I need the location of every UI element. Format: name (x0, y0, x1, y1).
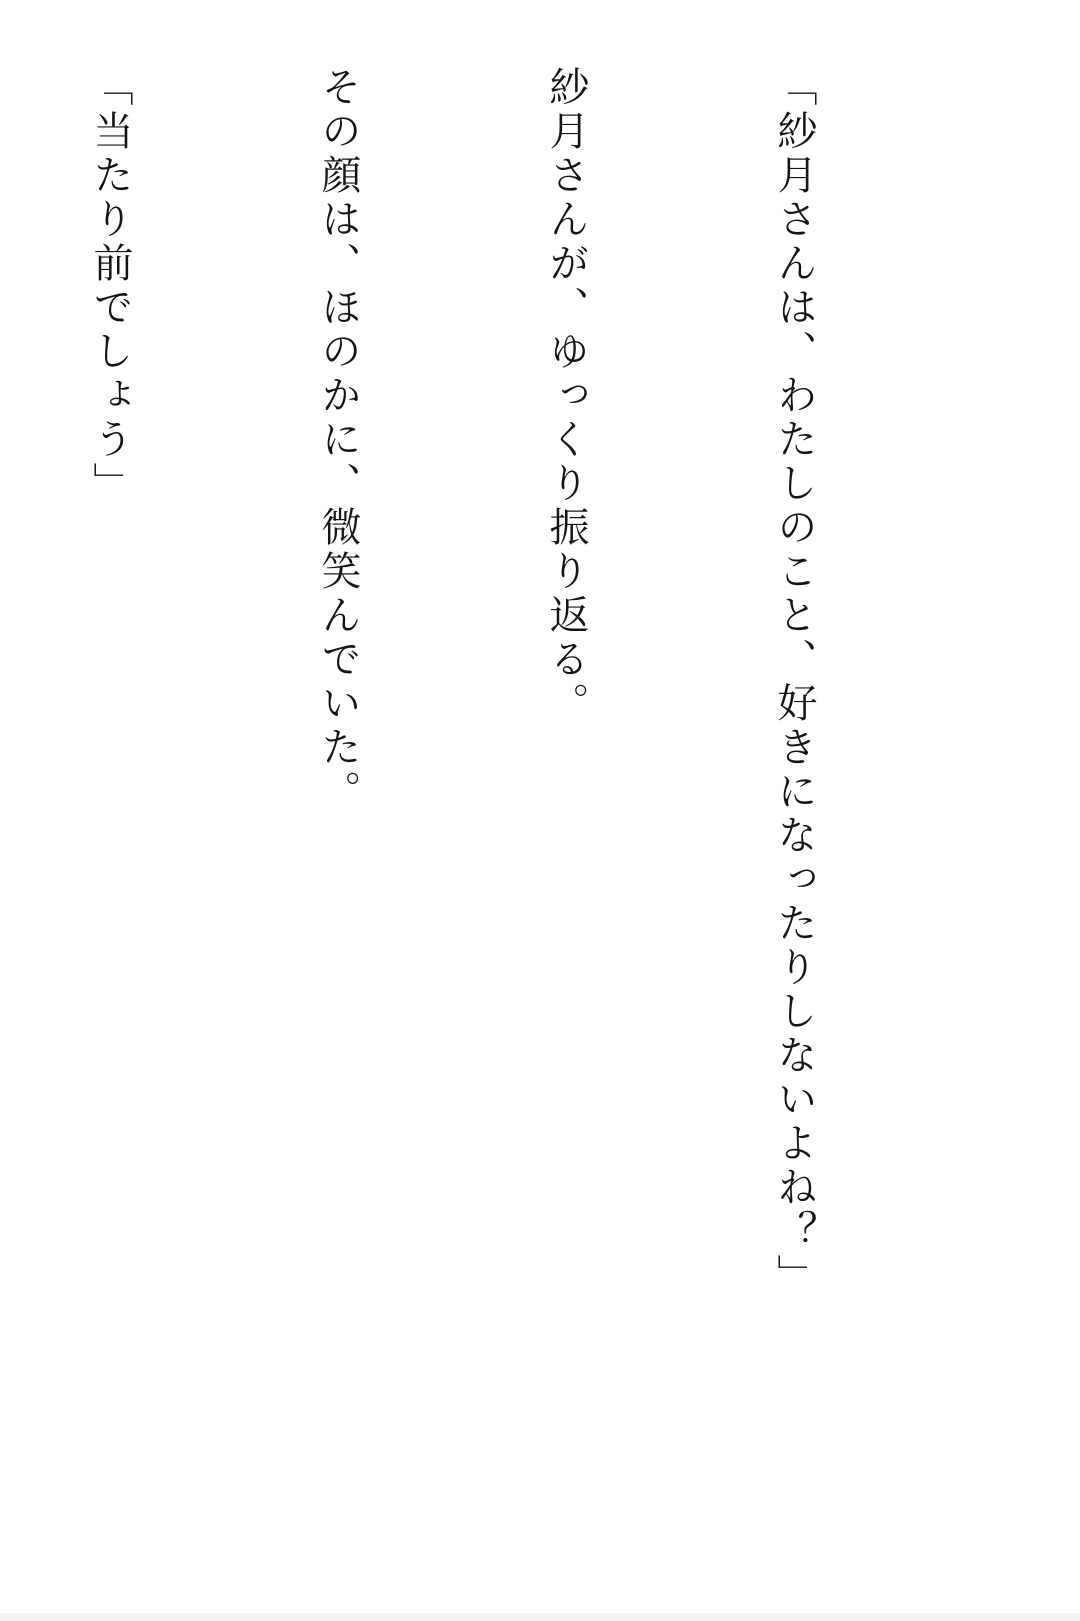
text-line-1: 「紗月さんは、わたしのこと、好きになったりしないよね？」 (771, 66, 817, 1298)
vertical-text-body (0, 66, 984, 1566)
text-line-4: 「当たり前でしょう」 (87, 66, 133, 506)
text-line-2: 紗月さんが、ゆっくり振り返る。 (543, 66, 589, 726)
text-line-3: その顔は、ほのかに、微笑んでいた。 (315, 66, 361, 814)
bottom-edge-bar (0, 1613, 1080, 1621)
